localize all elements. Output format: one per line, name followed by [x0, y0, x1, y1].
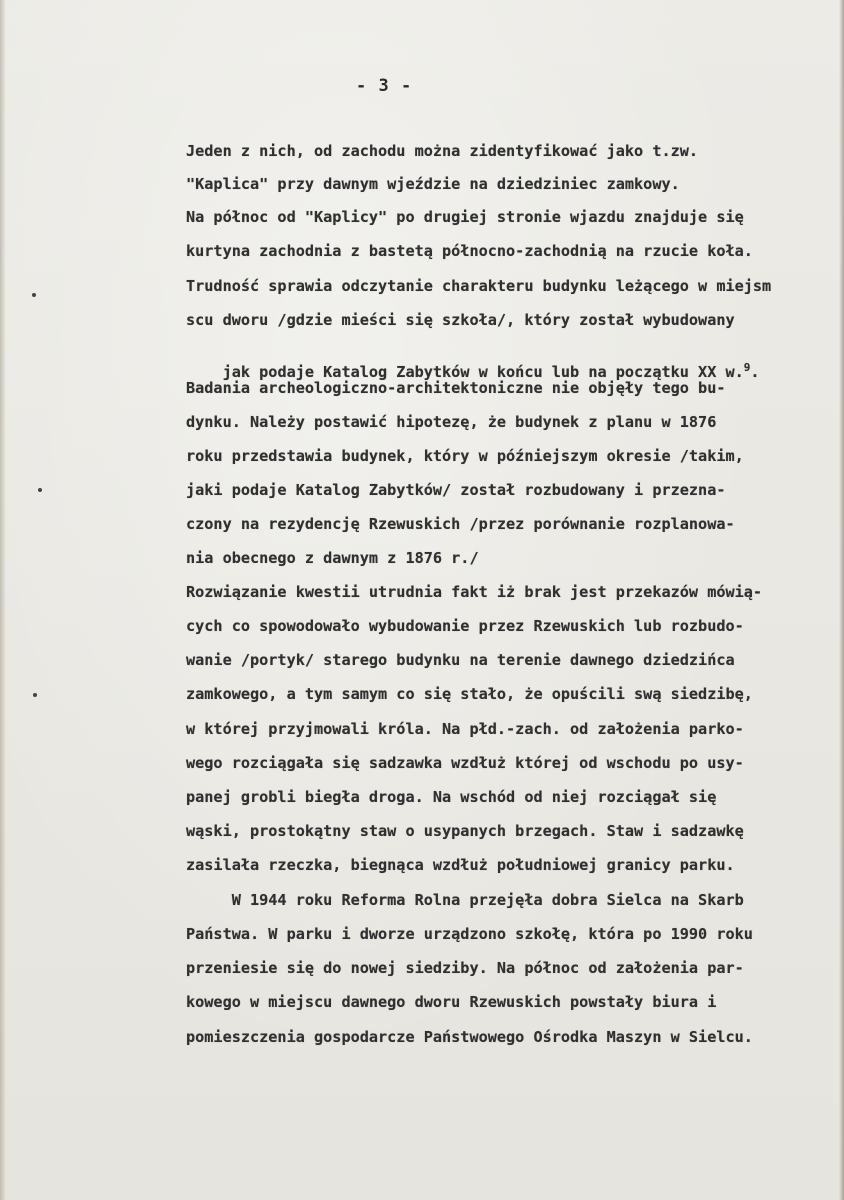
text-line: scu dworu /gdzie mieści się szkoła/, który został wybudowany [186, 311, 735, 329]
text-line: panej grobli biegła droga. Na wschód od niej rozciągał się [186, 788, 717, 806]
text-line: pomieszczenia gospodarcze Państwowego Ośrodka Maszyn w Sielcu. [186, 1028, 753, 1046]
text-line: dynku. Należy postawić hipotezę, że budynek z planu w 1876 [186, 413, 717, 431]
text-line: Rozwiązanie kwestii utrudnia fakt iż brak jest przekazów mówią- [186, 583, 763, 601]
text-line: zamkowego, a tym samym co się stało, że opuścili swą siedzibę, [186, 685, 753, 703]
text-line: zasilała rzeczka, biegnąca wzdłuż południowej granicy parku. [186, 856, 735, 874]
footnote-suffix: . [750, 363, 760, 382]
text-line: Trudność sprawia odczytanie charakteru budynku leżącego w miejsm [186, 277, 772, 295]
text-line: Jeden z nich, od zachodu można zidentyfikować jako t.zw. [186, 142, 699, 160]
margin-speck [33, 693, 37, 697]
text-line: wąski, prostokątny staw o usypanych brzegach. Staw i sadzawkę [186, 822, 744, 840]
text-line: Na północ od "Kaplicy" po drugiej stronie wjazdu znajduje się [186, 208, 744, 226]
text-line: roku przedstawia budynek, który w późniejszym okresie /takim, [186, 447, 744, 465]
text-line: kowego w miejscu dawnego dworu Rzewuskich powstały biura i [186, 993, 717, 1011]
margin-speck [32, 293, 36, 297]
text-line: nia obecnego z dawnym z 1876 r./ [186, 549, 479, 567]
margin-speck [38, 488, 42, 492]
page-left-edge [0, 0, 6, 1200]
text-line: W 1944 roku Reforma Rolna przejęła dobra Sielca na Skarb [186, 891, 744, 909]
footnote-marker: 9 [743, 361, 751, 375]
page-right-edge [839, 0, 844, 1200]
text-line: przeniesie się do nowej siedziby. Na północ od założenia par- [186, 959, 744, 977]
text-line: Państwa. W parku i dworze urządzono szkołę, która po 1990 roku [186, 925, 753, 943]
text-line: "Kaplica" przy dawnym wjeździe na dziedziniec zamkowy. [186, 175, 680, 193]
text-line: jak podaje Katalog Zabytków w końcu lub na początku XX w. [222, 363, 744, 382]
text-line: jaki podaje Katalog Zabytków/ został rozbudowany i przezna- [186, 481, 726, 499]
text-line: wego rozciągała się sadzawka wzdłuż której od wschodu po usy- [186, 754, 744, 772]
text-line: czony na rezydencję Rzewuskich /przez porównanie rozplanowa- [186, 515, 735, 533]
text-line: Badania archeologiczno-architektoniczne nie objęły tego bu- [186, 379, 726, 397]
text-line: kurtyna zachodnia z bastetą północno-zachodnią na rzucie koła. [186, 242, 753, 260]
page-number: - 3 - [356, 76, 413, 96]
text-line: w której przyjmowali króla. Na płd.-zach. od założenia parko- [186, 720, 744, 738]
text-line: cych co spowodowało wybudowanie przez Rzewuskich lub rozbudo- [186, 617, 744, 635]
text-line: wanie /portyk/ starego budynku na terenie dawnego dziedzińca [186, 651, 735, 669]
